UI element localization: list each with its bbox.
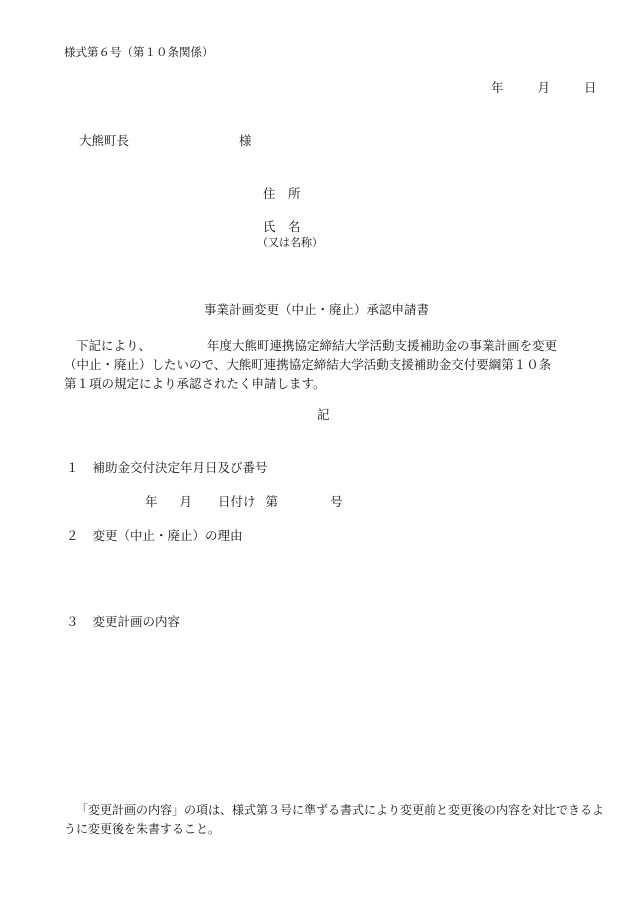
footnote-line-2: うに変更後を朱書すること。 xyxy=(64,822,221,836)
item-2-number: ２ xyxy=(66,528,79,543)
decision-year-label: 年 xyxy=(145,494,158,509)
date-month-label: 月 xyxy=(537,80,551,95)
item-3-number: ３ xyxy=(66,614,79,629)
body-paragraph xyxy=(64,336,584,393)
decision-dated-label: 日付け xyxy=(218,494,256,509)
addressee xyxy=(79,133,252,148)
decision-month-label: 月 xyxy=(179,494,193,509)
applicant-address-label: 住 所 xyxy=(263,186,301,201)
decision-no-prefix: 第 xyxy=(265,494,279,509)
addressee-honorific: 様 xyxy=(239,133,252,148)
item-1 xyxy=(66,460,268,475)
decision-no-suffix: 号 xyxy=(330,494,343,509)
addressee-name: 大熊町長 xyxy=(79,133,130,148)
item-1-number: １ xyxy=(66,460,79,475)
body-line-3: 第１項の規定により承認されたく申請します。 xyxy=(64,376,326,391)
ki-heading: 記 xyxy=(317,407,330,422)
decision-date-number-line xyxy=(145,494,343,509)
body-line-1-end: 年度大熊町連携協定締結大学活動支援補助金の事業計画を変更 xyxy=(207,338,558,353)
body-line-1-start: 下記により、 xyxy=(76,338,152,353)
applicant-name-note: （又は名称） xyxy=(257,236,323,249)
item-2-label: 変更（中止・廃止）の理由 xyxy=(92,528,243,543)
footnote xyxy=(64,801,605,839)
body-line-1 xyxy=(64,336,584,355)
date-line xyxy=(491,80,597,95)
document-title: 事業計画変更（中止・廃止）承認申請書 xyxy=(204,302,430,317)
footnote-line-1: 「変更計画の内容」の項は、様式第３号に準ずる書式により変更前と変更後の内容を対比できるよ xyxy=(76,803,605,817)
item-3 xyxy=(66,614,180,629)
applicant-name-label: 氏 名 xyxy=(263,219,301,234)
body-line-2: （中止・廃止）したいので、大熊町連携協定締結大学活動支援補助金交付要綱第１０条 xyxy=(64,357,552,372)
item-2 xyxy=(66,528,243,543)
date-year-label: 年 xyxy=(491,80,504,95)
item-1-label: 補助金交付決定年月日及び番号 xyxy=(92,460,268,475)
item-3-label: 変更計画の内容 xyxy=(92,614,181,629)
form-number: 様式第６号（第１０条関係） xyxy=(64,45,214,59)
date-day-label: 日 xyxy=(584,80,597,95)
